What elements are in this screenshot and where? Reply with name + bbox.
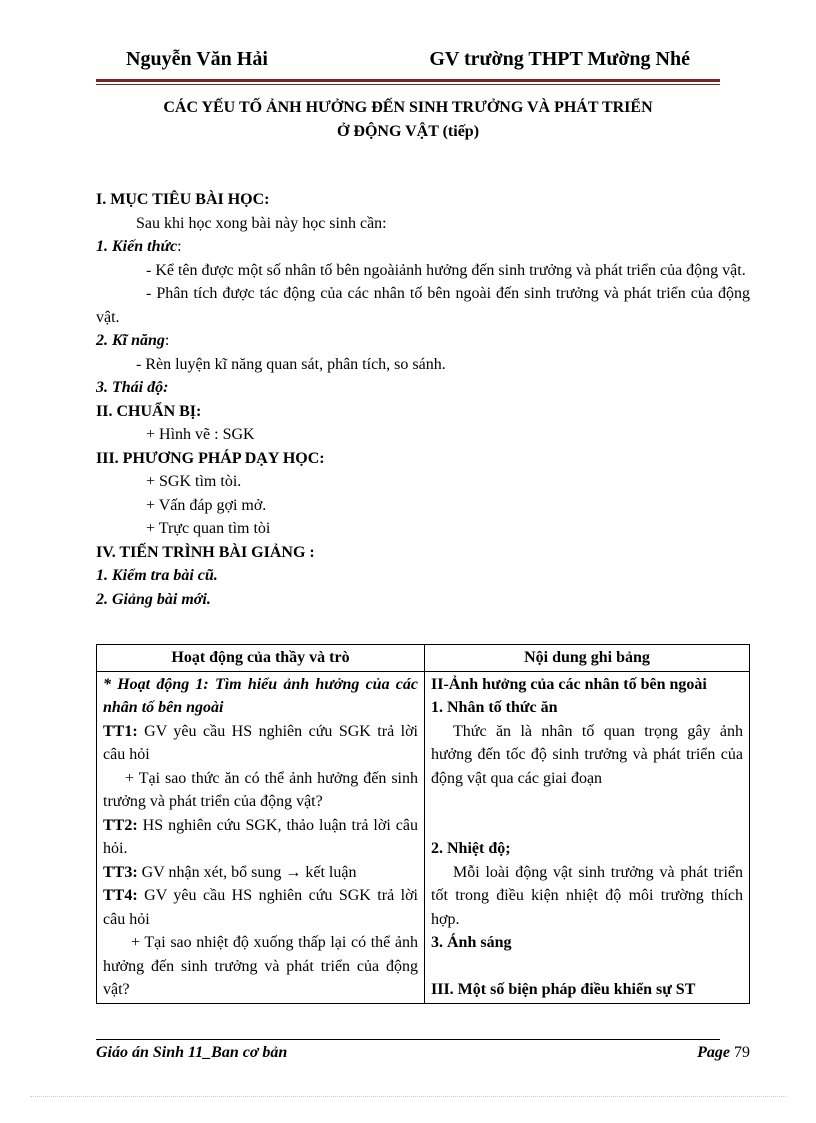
procedure-sub-1: 1. Kiểm tra bài cũ. xyxy=(96,567,218,584)
header-author: Nguyễn Văn Hải xyxy=(126,48,268,70)
tt2-text: HS nghiên cứu SGK, thảo luận trả lời câu hỏi. xyxy=(103,816,418,857)
tt2-label: TT2: xyxy=(103,816,138,834)
tt3-text: GV nhận xét, bổ sung → kết luận xyxy=(137,863,357,881)
lesson-title xyxy=(96,96,720,144)
factor-light-heading: 3. Ánh sáng xyxy=(431,934,512,951)
footer-rule xyxy=(96,1039,720,1040)
section-preparation-heading: II. CHUẨN BỊ: xyxy=(96,402,202,420)
tt4-text: GV yêu cầu HS nghiên cứu SGK trả lời câu hỏi xyxy=(103,887,418,928)
page-edge-divider xyxy=(30,1096,786,1097)
lesson-body xyxy=(96,188,750,611)
section-objectives-heading: I. MỤC TIÊU BÀI HỌC: xyxy=(96,191,270,208)
footer-page-label: Page xyxy=(697,1044,730,1061)
question-1: + Tại sao thức ăn có thể ảnh hưởng đến sinh trưởng và phát triển của động vật? xyxy=(103,769,418,810)
section-procedure-heading: IV. TIẾN TRÌNH BÀI GIẢNG : xyxy=(96,543,315,561)
col-header-activities: Hoạt động của thầy và trò xyxy=(97,645,425,672)
title-line-2: Ở ĐỘNG VẬT (tiếp) xyxy=(336,123,480,140)
tt1-paragraph xyxy=(103,720,418,767)
knowledge-item-2: - Phân tích được tác động của các nhân tố bên ngoài đến sinh trưởng và phát triển của động vật. xyxy=(96,285,750,326)
factor-temperature-heading: 2. Nhiệt độ; xyxy=(431,840,511,857)
skills-heading: 2. Kĩ năng xyxy=(96,332,165,349)
table-row xyxy=(97,671,750,1003)
section-methods-heading: III. PHƯƠNG PHÁP DẠY HỌC: xyxy=(96,449,325,467)
page-header xyxy=(96,46,720,76)
skills-item-1: - Rèn luyện kĩ năng quan sát, phân tích, so sánh. xyxy=(136,355,446,373)
lesson-plan-table xyxy=(96,644,750,1004)
control-measures-heading: III. Một số biện pháp điều khiển sự ST xyxy=(431,980,696,998)
header-rule-thin xyxy=(96,84,720,85)
tt4-label: TT4: xyxy=(103,887,138,904)
skills-heading-line xyxy=(96,329,750,353)
content-cell xyxy=(425,671,750,1003)
activities-cell xyxy=(97,671,425,1003)
factor-temperature-text: Mỗi loài động vật sinh trưởng và phát triển tốt trong điều kiện nhiệt độ môi trường thích hợp. xyxy=(431,863,743,928)
knowledge-heading: 1. Kiến thức xyxy=(96,238,178,255)
footer-page-number: 79 xyxy=(734,1044,750,1061)
tt4-paragraph xyxy=(103,884,418,931)
spacer xyxy=(431,790,743,837)
methods-item-3: + Trực quan tìm tòi xyxy=(146,520,271,537)
tt1-label: TT1: xyxy=(103,722,138,740)
methods-item-1: + SGK tìm tòi. xyxy=(146,473,242,490)
methods-item-2: + Vấn đáp gợi mở. xyxy=(146,496,267,514)
tt2-paragraph xyxy=(103,814,418,861)
attitude-heading: 3. Thái độ: xyxy=(96,379,169,396)
tt3-paragraph xyxy=(103,861,418,885)
procedure-sub-2: 2. Giảng bài mới. xyxy=(96,590,211,608)
knowledge-item-1: - Kể tên được một số nhân tố bên ngoàiảnh hưởng đến sinh trưởng và phát triển của động vật. xyxy=(146,261,746,279)
knowledge-heading-line xyxy=(96,235,750,259)
header-school: GV trường THPT Mường Nhé xyxy=(429,48,690,70)
skills-colon: : xyxy=(164,332,170,349)
knowledge-colon: : xyxy=(177,238,182,255)
table-header-row xyxy=(97,645,750,672)
factor-food-text: Thức ăn là nhân tố quan trọng gây ảnh hưởng đến tốc độ sinh trưởng và phát triển của động vật qua các giai đoạn xyxy=(431,722,743,787)
col-header-content: Nội dung ghi bảng xyxy=(425,645,750,672)
activity-1-heading: * Hoạt động 1: Tìm hiểu ảnh hưởng của các nhân tố bên ngoài xyxy=(103,675,418,716)
tt1-text: GV yêu cầu HS nghiên cứu SGK trả lời câu hỏi xyxy=(103,722,418,763)
spacer xyxy=(431,955,743,978)
question-2: + Tại sao nhiệt độ xuống thấp lại có thể ảnh hưởng đến sinh trưởng và phát triển của động vật? xyxy=(103,934,418,998)
objectives-intro: Sau khi học xong bài này học sinh cần: xyxy=(136,214,387,232)
factor-food-heading: 1. Nhân tố thức ăn xyxy=(431,699,558,716)
tt3-label: TT3: xyxy=(103,863,138,881)
content-heading: II-Ảnh hưởng của các nhân tố bên ngoài xyxy=(431,675,707,693)
header-rule-thick xyxy=(96,79,720,82)
title-line-1: CÁC YẾU TỐ ẢNH HƯỞNG ĐẾN SINH TRƯỞNG VÀ PHÁT TRIỂN xyxy=(163,99,653,116)
preparation-item-1: + Hình vẽ : SGK xyxy=(146,426,255,443)
footer-course: Giáo án Sinh 11_Ban cơ bản xyxy=(96,1044,288,1061)
footer-page xyxy=(697,1044,750,1062)
